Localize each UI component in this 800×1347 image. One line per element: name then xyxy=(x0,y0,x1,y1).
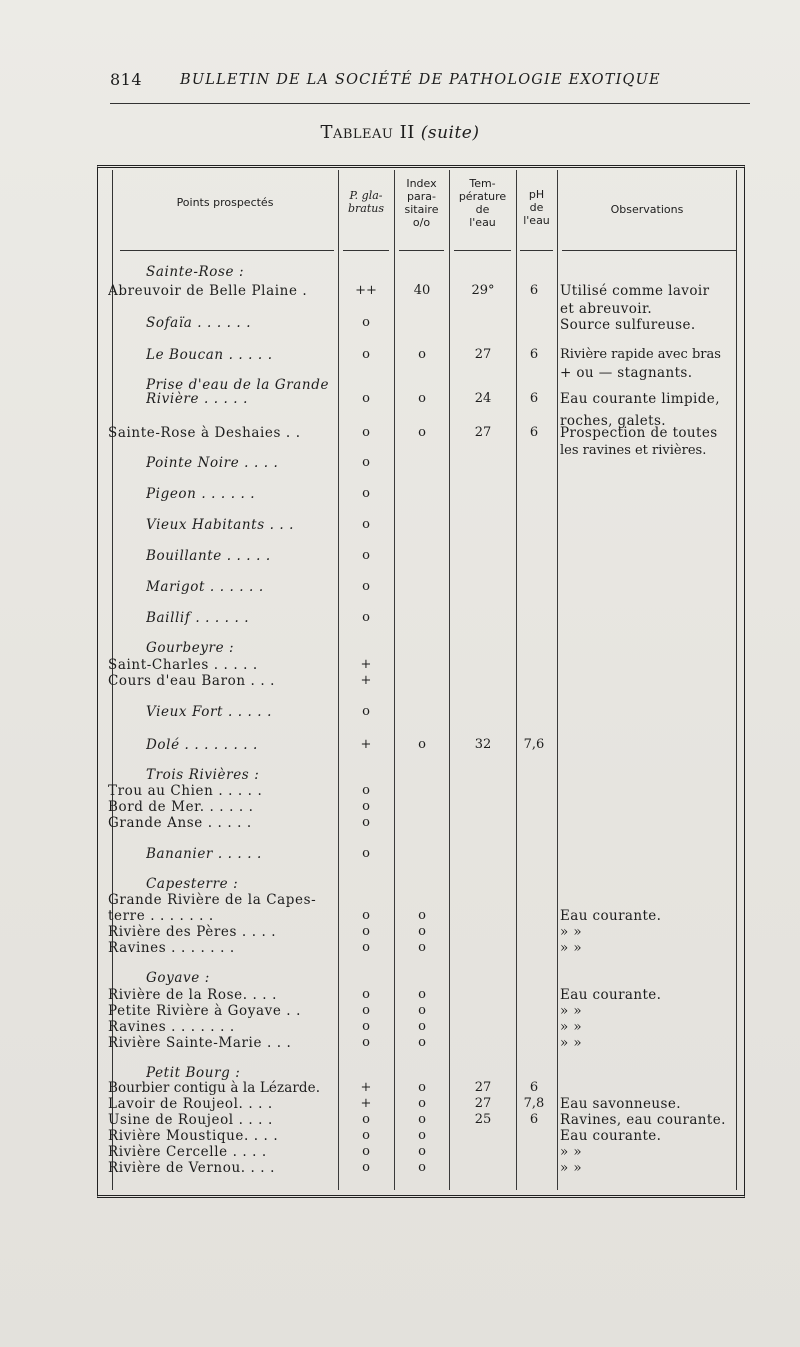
cell-pglabratus: + xyxy=(360,1080,372,1095)
cell-index: o xyxy=(418,737,426,752)
cell-pglabratus: + xyxy=(360,657,372,672)
table-row xyxy=(0,317,800,333)
point-name: Bananier . . . . . xyxy=(146,846,262,862)
table-row xyxy=(0,579,800,595)
page-number: 814 xyxy=(110,70,143,89)
section-heading: Petit Bourg : xyxy=(146,1065,241,1081)
cell-index: o xyxy=(418,347,426,362)
cell-pglabratus: o xyxy=(362,425,370,440)
point-name: Ravines . . . . . . . xyxy=(108,940,235,956)
cell-pglabratus: o xyxy=(362,1019,370,1034)
cell-ph: 6 xyxy=(529,1112,539,1127)
cell-ph: 7,8 xyxy=(523,1096,545,1111)
table-row xyxy=(0,425,800,441)
column-header-index-line: Index xyxy=(406,177,437,190)
cell-pglabratus: o xyxy=(362,987,370,1002)
cell-temperature: 27 xyxy=(474,347,492,362)
point-name: Pointe Noire . . . . xyxy=(146,455,279,471)
cell-temperature: 24 xyxy=(474,391,492,406)
header-underline xyxy=(343,250,389,251)
cell-temperature: 27 xyxy=(474,425,492,440)
cell-observation: Eau courante limpide, xyxy=(560,391,720,407)
table-row xyxy=(0,1144,800,1160)
section-heading: Goyave : xyxy=(146,970,210,986)
point-name: Vieux Habitants . . . xyxy=(146,517,295,533)
cell-observation: » » xyxy=(560,1019,583,1035)
cell-pglabratus: o xyxy=(362,347,370,362)
table-row xyxy=(0,783,800,799)
cell-temperature: 27 xyxy=(474,1096,492,1111)
table-row xyxy=(0,1080,800,1096)
cell-pglabratus: o xyxy=(362,783,370,798)
point-name: Rivière des Pères . . . . xyxy=(108,924,277,940)
table-row xyxy=(0,1003,800,1019)
cell-observation: Eau courante. xyxy=(560,908,662,924)
cell-pglabratus: o xyxy=(362,924,370,939)
point-name: Rivière . . . . . xyxy=(146,391,248,407)
cell-pglabratus: o xyxy=(362,940,370,955)
cell-pglabratus: o xyxy=(362,704,370,719)
table-row xyxy=(0,767,800,783)
cell-observation: » » xyxy=(560,1160,583,1176)
column-header-pg xyxy=(338,189,394,215)
table-row xyxy=(0,1160,800,1176)
cell-observation: Prospection de toutes xyxy=(560,425,718,441)
header-underline xyxy=(454,250,511,251)
cell-pglabratus: o xyxy=(362,548,370,563)
cell-index: o xyxy=(418,1144,426,1159)
column-header-temperature-line: l'eau xyxy=(469,216,496,229)
cell-temperature: 27 xyxy=(474,1080,492,1095)
running-title: BULLETIN DE LA SOCIÉTÉ DE PATHOLOGIE EXOTIQUE xyxy=(180,72,661,88)
cell-pglabratus: o xyxy=(362,1160,370,1175)
column-header-index-line: sitaire xyxy=(404,203,439,216)
column-header-temperature xyxy=(449,177,516,229)
table-row xyxy=(0,924,800,940)
point-name: Rivière Cercelle . . . . xyxy=(108,1144,267,1160)
point-name: Petite Rivière à Goyave . . xyxy=(108,1003,301,1019)
point-name: Le Boucan . . . . . xyxy=(146,347,273,363)
cell-temperature: 25 xyxy=(474,1112,492,1127)
cell-pglabratus: + xyxy=(360,1096,372,1111)
table-row xyxy=(0,486,800,502)
point-name: Grande Anse . . . . . xyxy=(108,815,252,831)
point-name: Usine de Roujeol . . . . xyxy=(108,1112,273,1128)
point-name: Trou au Chien . . . . . xyxy=(108,783,263,799)
cell-pglabratus: + xyxy=(360,673,372,688)
table-row xyxy=(0,455,800,471)
table-title-suffix: (suite) xyxy=(420,123,480,143)
table-row xyxy=(0,517,800,533)
point-name: Sainte-Rose à Deshaies . . xyxy=(108,425,301,441)
table-row xyxy=(0,283,800,299)
table-row xyxy=(0,1128,800,1144)
point-name: Vieux Fort . . . . . xyxy=(146,704,272,720)
table-row xyxy=(0,876,800,892)
cell-temperature: 32 xyxy=(474,737,492,752)
header-underline xyxy=(562,250,737,251)
point-name: Lavoir de Roujeol. . . . xyxy=(108,1096,273,1112)
cell-index: o xyxy=(418,1019,426,1034)
cell-pglabratus: o xyxy=(362,1003,370,1018)
cell-index: o xyxy=(418,1096,426,1111)
cell-ph: 6 xyxy=(529,425,539,440)
cell-index: o xyxy=(418,908,426,923)
header-underline xyxy=(399,250,444,251)
column-header-temperature-line: Tem- xyxy=(469,177,496,190)
cell-index: 40 xyxy=(413,283,431,298)
point-name: Sofaïa . . . . . . xyxy=(146,315,252,331)
section-heading: Capesterre : xyxy=(146,876,239,892)
page-header xyxy=(110,70,750,100)
cell-observation: Eau courante. xyxy=(560,987,662,1003)
column-header-ph-line: pH xyxy=(528,188,545,201)
cell-pglabratus: o xyxy=(362,455,370,470)
cell-observation: Eau courante. xyxy=(560,1128,662,1144)
table-title-label: Tableau II xyxy=(320,122,415,143)
header-rule xyxy=(110,103,750,104)
cell-observation: » » xyxy=(560,1144,583,1160)
cell-temperature: 29° xyxy=(471,283,495,298)
cell-observation: les ravines et rivières. xyxy=(560,443,707,458)
table-row xyxy=(0,264,800,280)
column-header-ph-line: de xyxy=(529,201,544,214)
point-name: Bourbier contigu à la Lézarde. xyxy=(108,1080,321,1096)
table-row xyxy=(0,1019,800,1035)
table-row xyxy=(0,610,800,626)
table-row xyxy=(0,1065,800,1081)
column-header-index xyxy=(394,177,449,229)
table-row xyxy=(0,1035,800,1051)
point-name: Bouillante . . . . . xyxy=(146,548,271,564)
cell-pglabratus: o xyxy=(362,391,370,406)
column-header-ph-line: l'eau xyxy=(523,214,550,227)
table-row xyxy=(0,1096,800,1112)
point-name: Rivière Moustique. . . . xyxy=(108,1128,279,1144)
section-heading: Sainte-Rose : xyxy=(146,264,245,280)
point-name: Grande Rivière de la Capes- xyxy=(108,892,317,908)
cell-pglabratus: o xyxy=(362,486,370,501)
table-row xyxy=(0,704,800,720)
cell-pglabratus: o xyxy=(362,1112,370,1127)
cell-index: o xyxy=(418,1160,426,1175)
header-underline xyxy=(520,250,553,251)
point-name: Rivière de Vernou. . . . xyxy=(108,1160,275,1176)
cell-observation: roches, galets. xyxy=(560,413,666,429)
point-name: Abreuvoir de Belle Plaine . xyxy=(108,283,308,299)
cell-pglabratus: o xyxy=(362,579,370,594)
table-row xyxy=(0,347,800,363)
table-row xyxy=(0,548,800,564)
table-row xyxy=(0,987,800,1003)
cell-index: o xyxy=(418,940,426,955)
column-header-temperature-line: pérature xyxy=(458,190,507,203)
point-name: Baillif . . . . . . xyxy=(146,610,250,626)
cell-pglabratus: o xyxy=(362,610,370,625)
cell-ph: 6 xyxy=(529,283,539,298)
cell-observation: Utilisé comme lavoir xyxy=(560,283,710,299)
header-underline xyxy=(120,250,334,251)
cell-index: o xyxy=(418,1035,426,1050)
point-name: Marigot . . . . . . xyxy=(146,579,264,595)
cell-pglabratus: + xyxy=(360,737,372,752)
cell-index: o xyxy=(418,924,426,939)
cell-index: o xyxy=(418,1080,426,1095)
cell-observation: Eau savonneuse. xyxy=(560,1096,681,1112)
point-name: Pigeon . . . . . . xyxy=(146,486,256,502)
point-name: Cours d'eau Baron . . . xyxy=(108,673,275,689)
table-title xyxy=(0,122,800,143)
column-header-points: Points prospectés xyxy=(176,196,274,209)
cell-observation: Source sulfureuse. xyxy=(560,317,696,333)
cell-observation: » » xyxy=(560,1003,583,1019)
cell-pglabratus: o xyxy=(362,1128,370,1143)
table-row xyxy=(0,657,800,673)
cell-pglabratus: o xyxy=(362,1035,370,1050)
table-row xyxy=(0,737,800,753)
cell-observation: + ou — stagnants. xyxy=(560,365,693,381)
table-row xyxy=(0,799,800,815)
point-name: Bord de Mer. . . . . . xyxy=(108,799,254,815)
table-row xyxy=(0,673,800,689)
cell-pglabratus: o xyxy=(362,315,370,330)
cell-observation: Rivière rapide avec bras xyxy=(560,347,721,362)
point-name: Rivière de la Rose. . . . xyxy=(108,987,277,1003)
cell-pglabratus: o xyxy=(362,908,370,923)
cell-index: o xyxy=(418,1003,426,1018)
table-row xyxy=(0,970,800,986)
cell-index: o xyxy=(418,1128,426,1143)
table-row xyxy=(0,846,800,862)
cell-pglabratus: o xyxy=(362,799,370,814)
cell-index: o xyxy=(418,391,426,406)
cell-index: o xyxy=(418,425,426,440)
cell-pglabratus: ++ xyxy=(355,283,377,298)
cell-observation: Ravines, eau courante. xyxy=(560,1112,726,1128)
point-name: Rivière Sainte-Marie . . . xyxy=(108,1035,292,1051)
cell-observation: » » xyxy=(560,924,583,940)
cell-ph: 6 xyxy=(529,391,539,406)
table-row xyxy=(0,1112,800,1128)
cell-ph: 6 xyxy=(529,1080,539,1095)
cell-pglabratus: o xyxy=(362,517,370,532)
cell-pglabratus: o xyxy=(362,846,370,861)
cell-ph: 6 xyxy=(529,347,539,362)
point-name: Dolé . . . . . . . . xyxy=(146,737,258,753)
column-header-pg-line: bratus xyxy=(347,202,384,215)
table-row xyxy=(0,892,800,908)
table-row xyxy=(0,940,800,956)
cell-index: o xyxy=(418,987,426,1002)
table-row xyxy=(0,640,800,656)
cell-pglabratus: o xyxy=(362,815,370,830)
section-heading: Gourbeyre : xyxy=(146,640,235,656)
table-row xyxy=(0,908,800,924)
point-name: terre . . . . . . . xyxy=(108,908,214,924)
column-header-temperature-line: de xyxy=(475,203,490,216)
column-header-observations: Observations xyxy=(610,203,684,216)
table-row xyxy=(0,815,800,831)
section-heading: Trois Rivières : xyxy=(146,767,260,783)
table-row xyxy=(0,391,800,407)
cell-index: o xyxy=(418,1112,426,1127)
column-header-pg-line: P. gla- xyxy=(349,189,383,202)
cell-ph: 7,6 xyxy=(523,737,545,752)
cell-pglabratus: o xyxy=(362,1144,370,1159)
cell-observation: et abreuvoir. xyxy=(560,301,653,317)
point-name: Ravines . . . . . . . xyxy=(108,1019,235,1035)
column-header-ph xyxy=(516,188,557,227)
column-header-index-line: o/o xyxy=(412,216,431,229)
point-name: Saint-Charles . . . . . xyxy=(108,657,258,673)
point-name: Prise d'eau de la Grande xyxy=(146,377,330,393)
cell-observation: » » xyxy=(560,940,583,956)
column-header-index-line: para- xyxy=(407,190,436,203)
cell-observation: » » xyxy=(560,1035,583,1051)
